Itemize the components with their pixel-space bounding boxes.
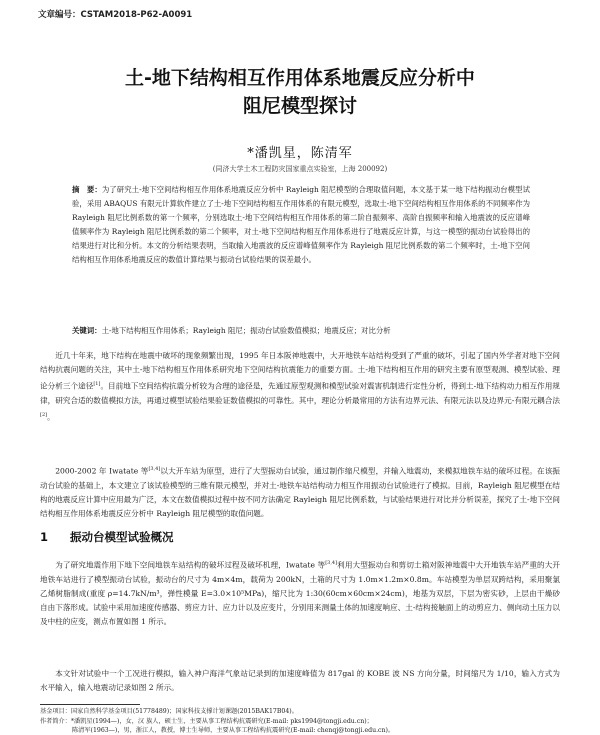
body-paragraph-1 [40,349,560,424]
p2-text-a: 2000-2002 年 Iwatate 等 [55,466,149,476]
p3-text-a: 为了研究地震作用下地下空间地铁车站结构的破坏过程及破坏机理，Iwatate 等 [55,560,326,570]
article-number-value: CSTAM2018-P62-A0091 [80,10,193,20]
section-title: 振动台模型试验概况 [70,530,174,544]
citation-ref: [3,4] [325,560,338,566]
author-names: *潘凯星，陈清军 [247,146,353,161]
keywords-label: 关键词： [72,326,102,335]
footnote-author-2: 陈清军(1963—)，男，浙江人，教授，博士生导师，主要从事工程结构抗震研究(E-mail: chenqj@tongji.edu.cn)。 [72,727,395,734]
body-paragraph-2 [40,462,560,521]
p1-text-b: 。目前地下空间结构抗震分析较为合理的途径是，先通过原型观测和模型试验对震害机制进行定性分析，得到土-地下结构动力相互作用规律，研究合适的数值模拟方法，再通过模型试验结果验证数值模拟的可靠性。其中，理论分析最常用的方法有边界元法、有限元法以及边界元-有限元耦合法 [40,381,561,405]
p1-text-a: 近几十年来，地下结构在地震中破坏的现象频繁出现，1995 年日本阪神地震中，大开地铁车站结构受到了严重的破坏，引起了国内外学者对地下空间结构抗震问题的关注，其中土-地下结构相互作用体系研究地下空间结构抗震能力的重要方面。土-地下结构相互作用的研究主要有原型观测、模型试验、理论分析三个途径 [40,351,560,391]
paper-title [40,64,560,120]
article-number [38,8,438,20]
citation-ref: [1] [93,381,101,387]
citation-ref: [2] [40,411,48,418]
citation-ref: [3,4] [148,466,161,472]
footnote-divider [40,704,140,705]
body-paragraph-3 [40,556,560,629]
keywords [72,324,530,338]
section-number: 1 [40,530,49,544]
title-line-1: 土-地下结构相互作用体系地震反应分析中 [125,67,475,89]
p2-text-b: 以大开车站为原型，进行了大型振动台试验，通过制作缩尺模型，并输入地震动，来模拟地铁车站的破坏过程。在该振动台试验的基础上，本文建立了该试验模型的三维有限元模型，并对土-地铁车站结构动力相互作用振动台试验进行了模拟。目前，Rayleigh 阻尼模型在结构的地震反应计算中应用最为广泛，本文在数值模拟过程中按不同方法确定 Rayleigh 阻尼比例系数，与试验结果进行对比并分析误差，探究了土-地下空间结构相互作用体系地震反应分析中 Rayleigh 阻尼模型的取值问题。 [40,466,560,518]
footnote-author-1: 作者简介：*潘凯星(1994—)，女，汉 族人，硕士生，主要从事工程结构抗震研究(E-mail: pks1994@tongji.edu.cn)； [40,718,373,725]
p3-text-b: 利用大型振动台和剪切土箱对阪神地震中大开地铁车站严重的大开地铁车站进行了模型振动台试验，振动台的尺寸为 4m×4m，载荷为 200kN，土箱的尺寸为 1.0m×1.2m×0.8m。车站模型为单层双跨结构，采用聚氯乙烯树脂制成(重度 ρ=14.7kN/m³，弹性模量 E=3.0×10⁵MPa)，缩尺比为 1:30(60cm×60cm×24cm)，地基为双层，下层为密实砂，上层由干燥砂自由下落形成。试验中采用加速度传感器、剪应力计、应力计以及应变片，分别用来测量土体的加速度响应、土-结构接触面上的动剪应力、侧向动土压力以及中柱的应变，测点布置如图 1 所示。 [40,560,561,626]
p1-text-c: 。 [47,412,55,422]
title-line-2: 阻尼模型探讨 [242,95,357,117]
keywords-text: 土-地下结构相互作用体系；Rayleigh 阻尼；振动台试验数值模拟；地震反应；对比分析 [101,326,391,335]
abstract [72,183,530,267]
section-heading-1 [40,529,560,545]
abstract-label: 摘 要： [72,185,102,194]
author-affiliation: (同济大学土木工程防灾国家重点实验室，上海 200092) [212,165,388,173]
footnote-fund: 基金项目：国家自然科学基金项目(51778489)；国家科技支撑计划课题(2015BAK17B04)。 [40,708,298,715]
article-number-label: 文章编号： [38,10,81,20]
abstract-text: 为了研究土-地下空间结构相互作用体系地震反应分析中 Rayleigh 阻尼模型的合理取值问题，本文基于某一地下结构振动台模型试验，采用 ABAQUS 有限元计算软件建立了土-地下空间结构相互作用体系的有限元模型，选取土-地下空间结构相互作用体系的不同频率作为 Rayleigh 阻尼比例系数的第一个频率，分别选取土-地下空间结构相互作用体系的第二阶自振频率、高阶自振频率和输入地震波的反应谱峰值频率作为 Rayleigh 阻尼比例系数的第二个频率，对土-地下空间结构相互作用体系进行了地震反应计算，与这一模型的振动台试验得出的结果进行对比和分析。本文的分析结果表明，当取输入地震波的反应谱峰值频率作为 Rayleigh 阻尼比例系数的第二个频率时，土-地下空间结构相互作用体系地震反应的数值计算结果与振动台试验结果的误差最小。 [72,185,530,264]
body-paragraph-4: 本文针对试验中一个工况进行模拟，输入神户海洋气象站记录到的加速度峰值为 817gal 的 KOBE 波 NS 方向分量，时间缩尺为 1/10，输入方式为水平输入，输入地震动记录如图 2 所示。 [40,669,560,692]
